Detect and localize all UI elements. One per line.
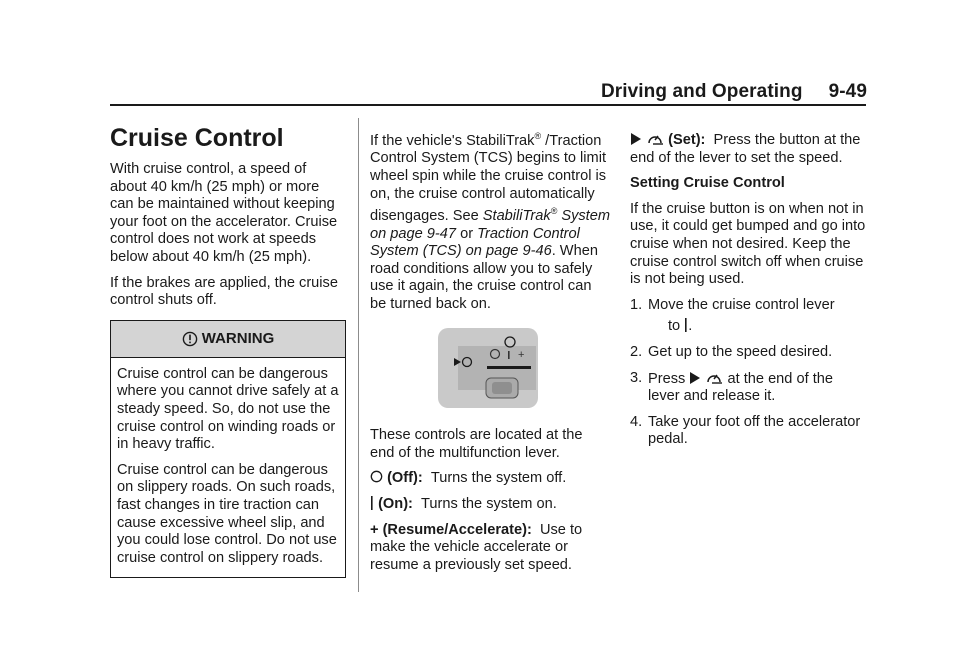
warning-label: WARNING: [201, 329, 275, 347]
column-3: [630, 131, 866, 457]
stabilitrak-paragraph: If the vehicle's StabiliTrak® /Traction Control System (TCS) begins to limit wheel spin while the cruise control is on, the cruise control automatically disengages. See StabiliTrak® System on page 9-47 or Traction Control System (TCS) on page 9-46. When road conditions allow you to safely use it again, the cruise control can be turned back on.: [370, 131, 610, 313]
cruise-speedometer-icon: [705, 370, 723, 386]
controls-location: These controls are located at the end of the multifunction lever.: [370, 427, 583, 461]
on-bar-icon: [684, 318, 688, 332]
intro-paragraph: With cruise control, a speed of about 40 km/h (25 mph) or more can be maintained without keeping your foot on the accelerator. Cruise control does not work at speeds below about 40 km/h (25 mph).: [110, 161, 338, 265]
list-item: 4. Take your foot off the accelerator pedal.: [630, 413, 861, 448]
cruise-lever-illustration: [438, 328, 610, 414]
list-item: 2. Get up to the speed desired.: [630, 343, 833, 360]
setting-steps: [630, 297, 866, 449]
off-description: (Off): Turns the system off.: [370, 470, 610, 488]
resume-description: + (Resume/Accelerate): Use to make the vehicle accelerate or resume a previously set speed.: [370, 521, 583, 573]
column-1: [110, 123, 346, 578]
column-2: [370, 128, 610, 582]
warning-paragraph-1: Cruise control can be dangerous where you cannot drive safely at a steady speed. So, do not use the cruise control on winding roads or in heavy traffic.: [117, 365, 339, 453]
page-number: 9-49: [828, 81, 867, 102]
warning-icon: [182, 331, 198, 347]
brakes-paragraph: If the brakes are applied, the cruise control shuts off.: [110, 274, 338, 309]
list-item: 1. Move the cruise control lever to .: [630, 296, 835, 335]
set-description: (Set): Press the button at the end of the lever to set the speed.: [630, 132, 861, 166]
page-header: [601, 81, 867, 103]
on-description: (On): Turns the system on.: [370, 496, 610, 514]
header-rule: [110, 104, 866, 106]
list-item: 3. Press at the end of the lever and release it.: [630, 369, 833, 405]
page-title: Cruise Control: [110, 124, 284, 152]
section-title: Driving and Operating: [600, 81, 803, 102]
off-circle-icon: [370, 470, 383, 483]
set-arrow-icon: [630, 132, 642, 146]
warning-header: [111, 321, 345, 358]
on-bar-icon: [370, 496, 374, 510]
set-arrow-icon: [689, 371, 701, 385]
setting-subheading: Setting Cruise Control: [630, 175, 785, 192]
warning-paragraph-2: Cruise control can be dangerous on slippery roads. On such roads, fast changes in tire traction can cause excessive wheel slip, and you could lose control. Do not use cruise control on slippery roads.: [117, 461, 337, 566]
warning-box: [110, 320, 346, 579]
setting-paragraph: If the cruise button is on when not in use, it could get bumped and go into cruise when not desired. Keep the cruise control switch off when cruise is not being used.: [630, 200, 866, 288]
cruise-speedometer-icon: [646, 131, 664, 147]
column-divider: [358, 118, 359, 592]
svg-text:+: +: [518, 348, 525, 361]
